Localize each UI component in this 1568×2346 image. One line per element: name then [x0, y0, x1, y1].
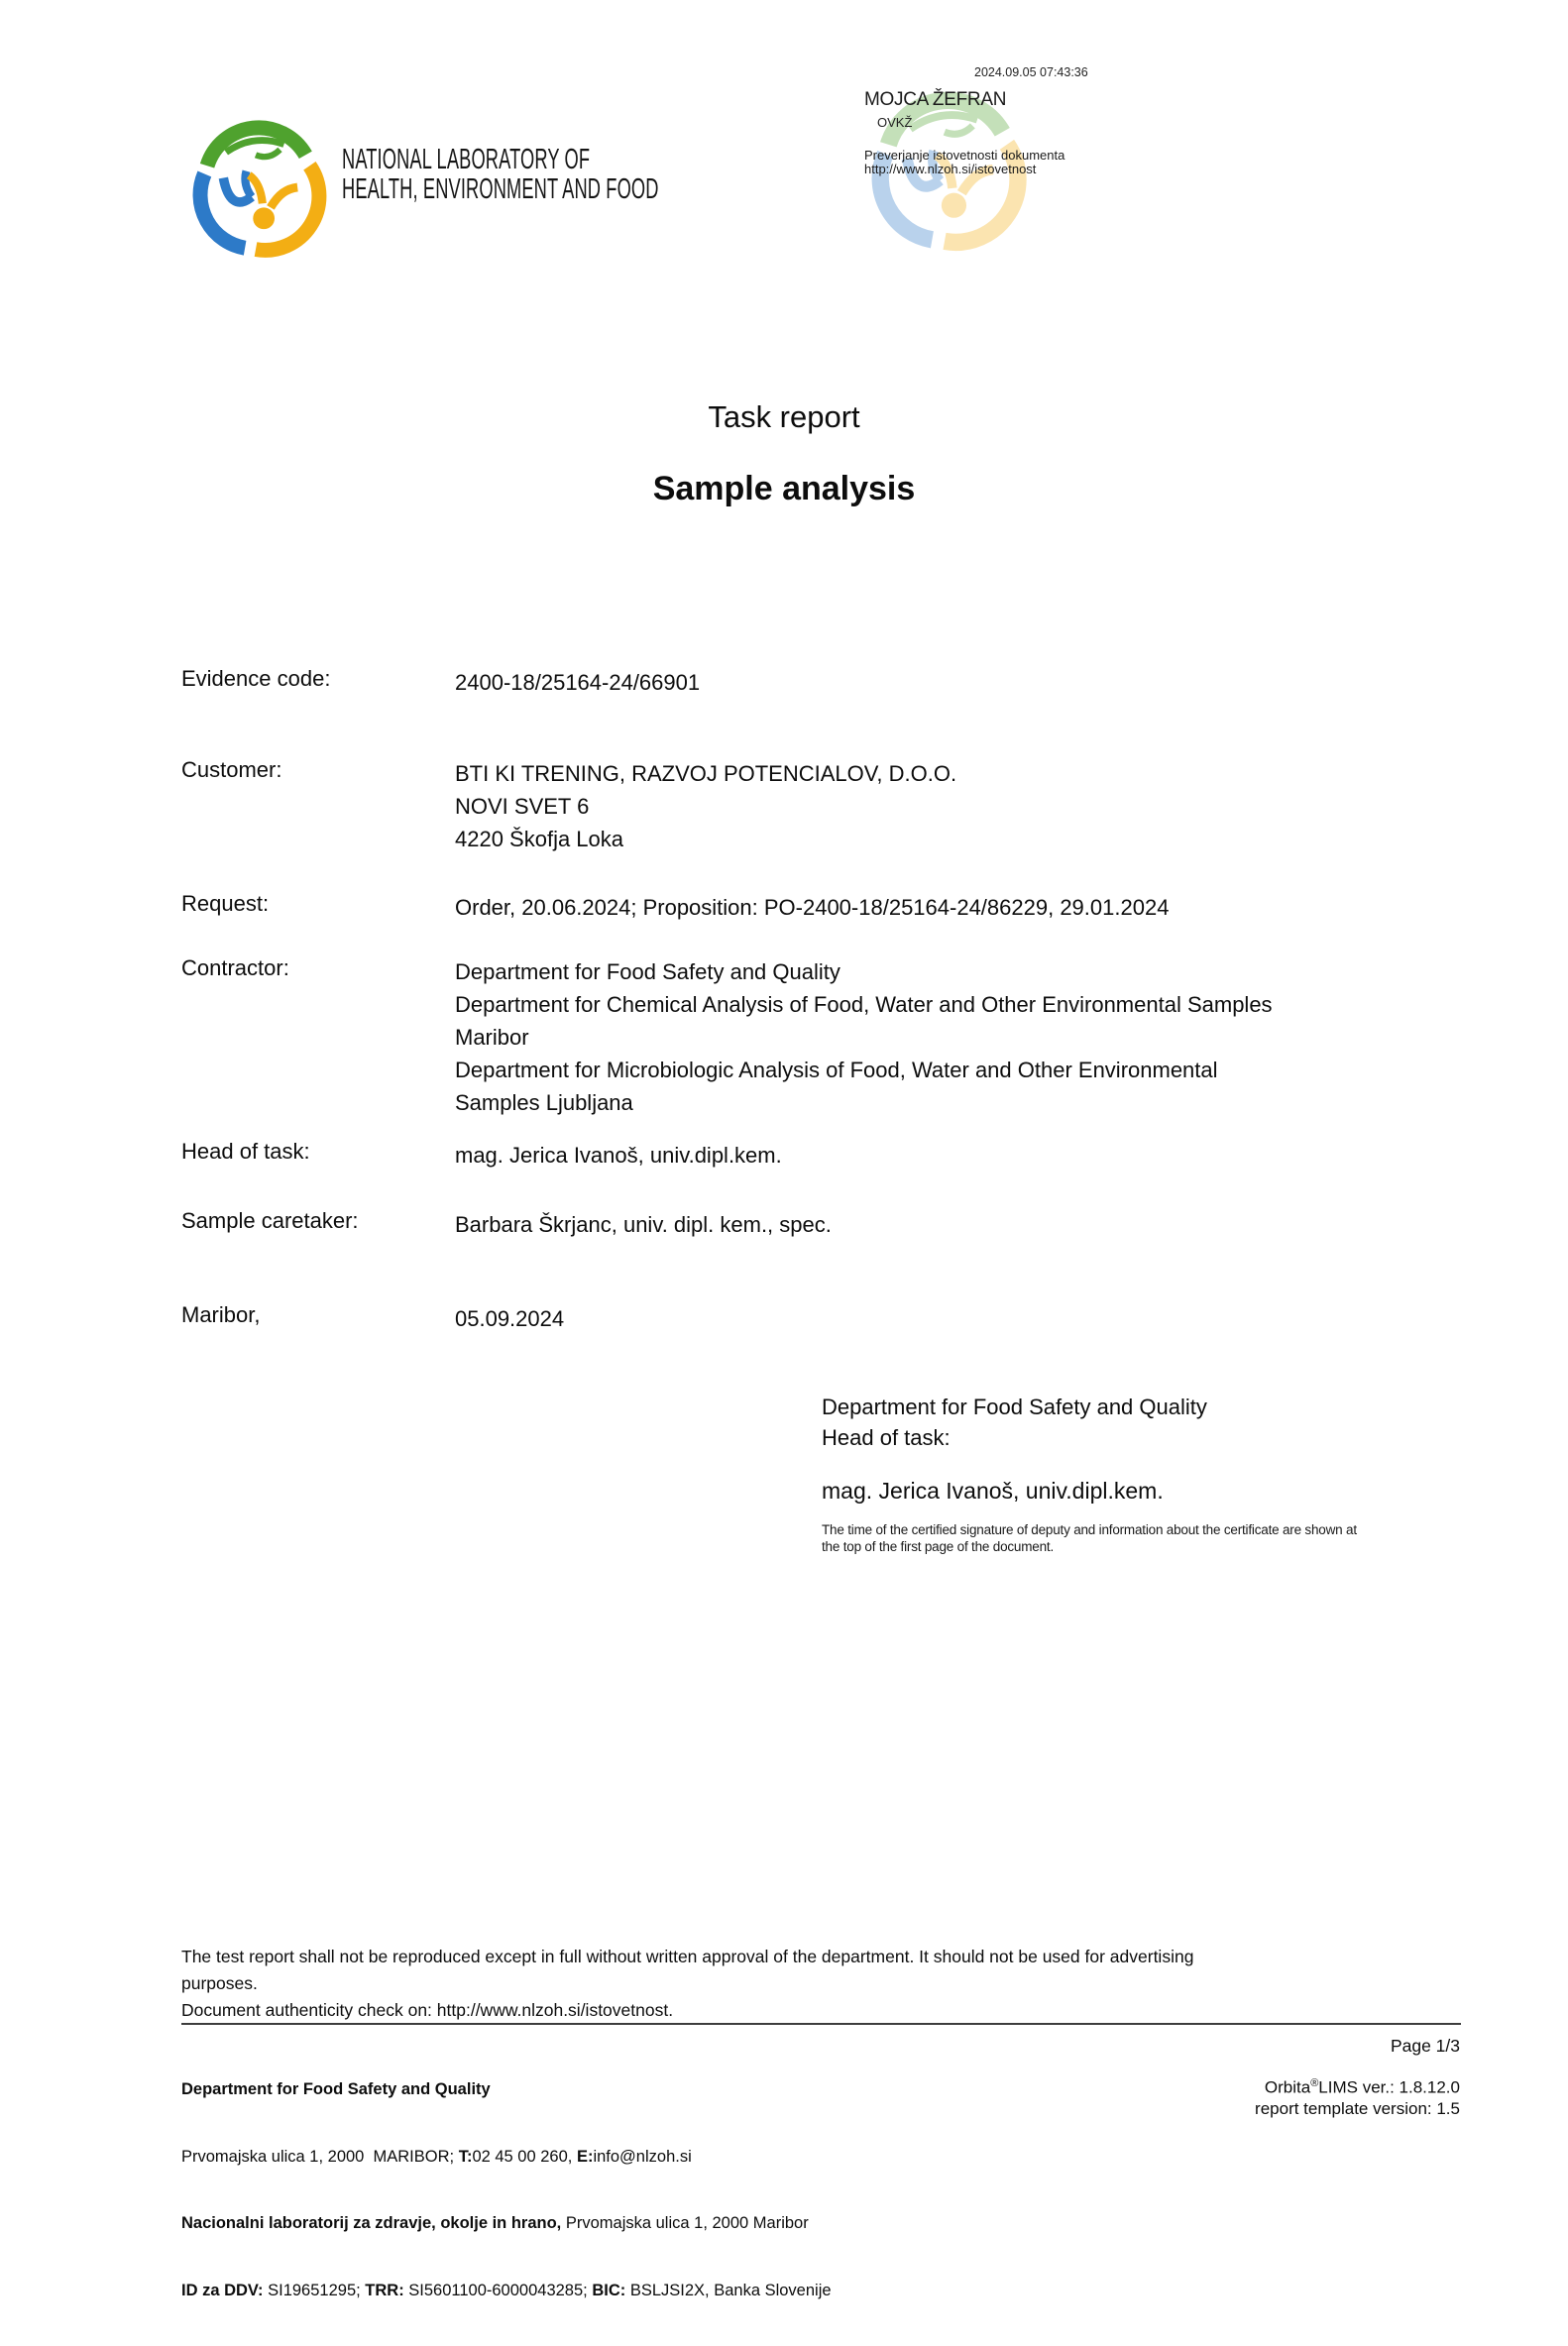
customer-name: BTI KI TRENING, RAZVOJ POTENCIALOV, D.O.O.: [455, 761, 957, 786]
authenticity-check-line: Document authenticity check on: http://www.nlzoh.si/istovetnost.: [181, 2000, 674, 2020]
registered-mark: ®: [1310, 2077, 1319, 2089]
field-label-evidence-code: Evidence code:: [181, 666, 331, 691]
signature-department: Department for Food Safety and Quality: [822, 1395, 1207, 1419]
brand-line-2: HEALTH, ENVIRONMENT AND FOOD: [342, 173, 659, 205]
footer-email-value: info@nlzoh.si: [593, 2147, 692, 2166]
field-label-sample-caretaker: Sample caretaker:: [181, 1208, 359, 1233]
footer-lab-name: Nacionalni laboratorij za zdravje, okolje in hrano,: [181, 2214, 562, 2232]
field-value-head-of-task: mag. Jerica Ivanoš, univ.dipl.kem.: [455, 1143, 782, 1168]
footer-phone-label: T:: [458, 2147, 473, 2166]
signature-note-line: The time of the certified signature of deputy and information about the certificate are shown at: [822, 1522, 1357, 1537]
footer-ids-line: [181, 2280, 832, 2302]
lims-name: Orbita: [1264, 2077, 1311, 2097]
field-value-contractor: [455, 955, 1273, 1119]
nlzoh-logo-icon: [188, 113, 323, 262]
field-value-evidence-code: 2400-18/25164-24/66901: [455, 670, 701, 695]
customer-city: 4220 Škofja Loka: [455, 827, 624, 851]
contractor-line: Department for Food Safety and Quality: [455, 959, 840, 984]
stamp-timestamp: 2024.09.05 07:43:36: [974, 65, 1088, 79]
signature-name: mag. Jerica Ivanoš, univ.dipl.kem.: [822, 1478, 1164, 1504]
lims-version-number: LIMS ver.: 1.8.12.0: [1318, 2077, 1460, 2097]
footer-department-name: Department for Food Safety and Quality: [181, 2080, 491, 2098]
stamp-signer-name: MOJCA ŽEFRAN: [864, 89, 1007, 110]
field-value-date: 05.09.2024: [455, 1306, 565, 1331]
footer-lab-line: [181, 2212, 832, 2235]
footer-ddv-value: SI19651295;: [263, 2281, 366, 2299]
signature-note: [822, 1521, 1357, 1555]
footer-trr-value: SI5601100-6000043285;: [403, 2281, 593, 2299]
footer-lab-address: Prvomajska ulica 1, 2000 Maribor: [561, 2214, 809, 2232]
field-label-request: Request:: [181, 891, 270, 916]
contractor-line: Department for Microbiologic Analysis of Food, Water and Other Environmental: [455, 1058, 1218, 1082]
field-label-contractor: Contractor:: [181, 955, 289, 980]
field-value-sample-caretaker: Barbara Škrjanc, univ. dipl. kem., spec.: [455, 1212, 832, 1237]
footer-trr-label: TRR:: [365, 2281, 404, 2299]
signature-role-label: Head of task:: [822, 1425, 951, 1450]
footer-divider: [181, 2023, 1461, 2025]
field-value-customer: [455, 757, 956, 855]
report-subject-title: Sample analysis: [652, 470, 916, 507]
footer-phone-value: 02 45 00 260,: [472, 2147, 577, 2166]
report-type-title: Task report: [708, 399, 860, 434]
footer-email-label: E:: [576, 2147, 594, 2166]
footer-contact-line: [181, 2146, 832, 2169]
field-label-place: Maribor,: [181, 1302, 261, 1327]
customer-street: NOVI SVET 6: [455, 794, 590, 819]
contractor-line: Samples Ljubljana: [455, 1090, 633, 1115]
contractor-line: Maribor: [455, 1025, 529, 1050]
stamp-org: OVKŽ: [877, 115, 913, 130]
footer-ddv-label: ID za DDV:: [181, 2281, 264, 2299]
lims-version: [1255, 2073, 1460, 2098]
stamp-verify-text: Preverjanje istovetnosti dokumenta: [864, 148, 1065, 163]
template-version: report template version: 1.5: [1255, 2098, 1460, 2118]
disclaimer-line: The test report shall not be reproduced except in full without written approval of the department. It should not be used for advertising: [181, 1947, 1194, 1966]
brand-wordmark: [342, 145, 659, 204]
reproduction-disclaimer: [181, 1944, 1480, 2024]
footer-address-block: [181, 2034, 832, 2346]
field-label-head-of-task: Head of task:: [181, 1139, 310, 1164]
disclaimer-line: purposes.: [181, 1973, 258, 1993]
field-value-request: Order, 20.06.2024; Proposition: PO-2400-18/25164-24/86229, 29.01.2024: [455, 895, 1170, 920]
signature-department-block: [822, 1392, 1207, 1453]
brand-line-1: NATIONAL LABORATORY OF: [342, 144, 591, 175]
signature-note-line: the top of the first page of the document.: [822, 1539, 1055, 1554]
page-number: Page 1/3: [1390, 2036, 1460, 2056]
footer-meta-block: [1255, 2036, 1460, 2119]
footer-department: [181, 2078, 832, 2101]
footer-address: Prvomajska ulica 1, 2000 MARIBOR;: [181, 2147, 459, 2166]
stamp-verify-url: http://www.nlzoh.si/istovetnost: [864, 162, 1037, 176]
footer-bic-value: BSLJSI2X, Banka Slovenije: [625, 2281, 832, 2299]
footer-bic-label: BIC:: [592, 2281, 626, 2299]
contractor-line: Department for Chemical Analysis of Food, Water and Other Environmental Samples: [455, 992, 1273, 1017]
field-label-customer: Customer:: [181, 757, 282, 782]
